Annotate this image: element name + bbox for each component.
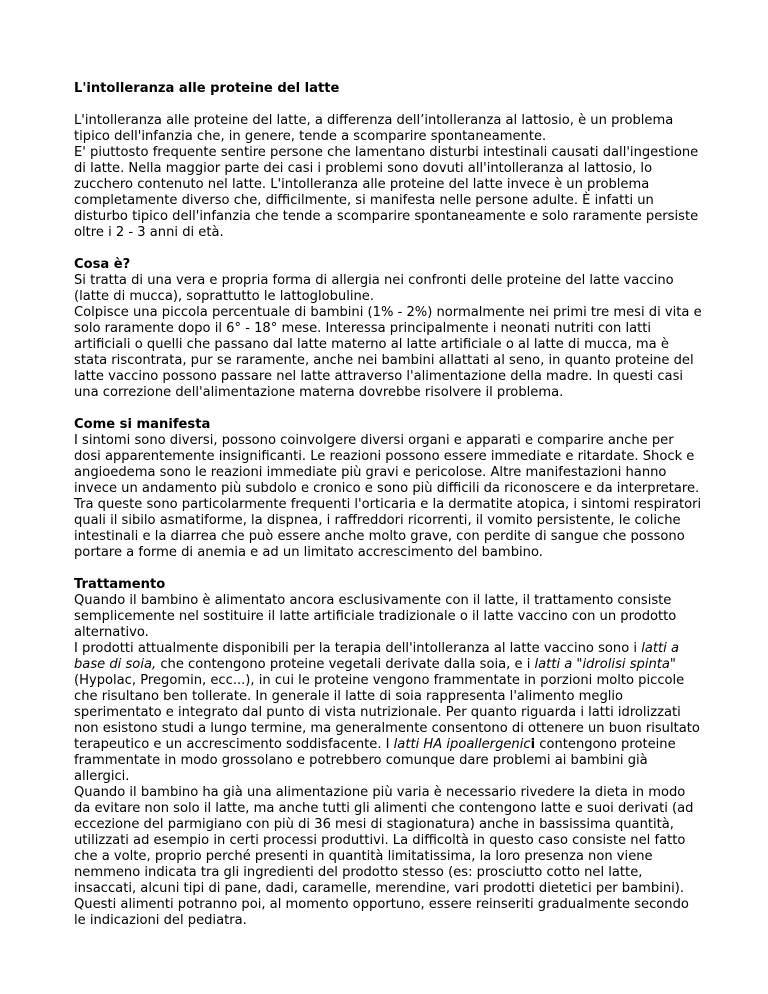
document-title: L'intolleranza alle proteine del latte [74, 81, 340, 96]
section-line: Quando il bambino è alimentato ancora esclusivamente con il latte, il trattamento consiste semplicemente nel sostituire il latte artificiale tradizionale o il latte vaccino con un prodotto alternativo. [74, 593, 677, 640]
intro-paragraph [74, 113, 702, 241]
italic-term-soia: latti a base di soia, [74, 641, 679, 672]
section-line: Colpisce una piccola percentuale di bambini (1% - 2%) normalmente nei primi tre mesi di vita e solo raramente dopo il 6° - 18° mese. Interessa principalmente i neonati nutriti con latti artificiali o quelli che passano dal latte materno al latte artificiale o al latte di mucca, ma è stata riscontrata, pur se raramente, anche nei bambini allattati al seno, in quanto proteine del latte vaccino possono passare nel latte attraverso l'alimentazione della madre. In questi casi una correzione dell'alimentazione materna dovrebbe risolvere il problema. [74, 305, 702, 400]
intro-line: L'intolleranza alle proteine del latte, a differenza dell’intolleranza al lattosio, è un problema tipico dell'infanzia che, in genere, tende a scomparire spontaneamente. [74, 113, 674, 144]
section-text: I sintomi sono diversi, possono coinvolgere diversi organi e apparati e comparire anche per dosi apparentemente insignificanti. Le reazioni possono essere immediate e ritardate. Shock e angioedema sono le reazioni immediate più gravi e pericolose. Altre manifestazioni hanno invece un andamento più subdolo e cronico e sono più difficili da riconoscere e da interpretare. Tra queste sono particolarmente frequenti l'orticaria e la dermatite atopica, i sintomi respiratori quali il sibilo asmatiforme, la dispnea, i raffreddori ricorrenti, il vomito persistente, le coliche intestinali e la diarrea che può essere anche molto grave, con perdite di sangue che possono portare a forme di anemia e ad un limitato accrescimento del bambino. [74, 433, 702, 560]
text-run: I prodotti attualmente disponibili per la terapia dell'intolleranza al latte vaccino sono i [74, 641, 642, 656]
section-trattamento [74, 577, 702, 929]
section-line [74, 641, 702, 785]
text-run: che contengono proteine vegetali derivate dalla soia, e i [156, 657, 535, 672]
section-heading: Come si manifesta [74, 417, 211, 432]
bold-letter: i [530, 737, 536, 752]
section-line: Si tratta di una vera e propria forma di allergia nei confronti delle proteine del latte vaccino (latte di mucca), soprattutto le lattoglobuline. [74, 273, 674, 304]
italic-term-ha: latti HA ipoallergenic [393, 737, 531, 752]
section-heading: Cosa è? [74, 257, 131, 272]
document-page [74, 81, 702, 945]
intro-line: E' piuttosto frequente sentire persone che lamentano disturbi intestinali causati dall'ingestione di latte. Nella maggior parte dei casi i problemi sono dovuti all'intolleranza al lattosio, lo zucchero contenuto nel latte. L'intolleranza alle proteine del latte invece è un problema completamente diverso che, difficilmente, si manifesta nelle persone adulte. È infatti un disturbo tipico dell'infanzia che tende a scomparire spontaneamente e solo raramente persiste oltre i 2 - 3 anni di età. [74, 145, 699, 240]
text-run: (Hypolac, Pregomin, ecc...), in cui le proteine vengono frammentate in porzioni molto piccole che risultano ben tollerate. In generale il latte di soia rappresenta l'alimento meglio sperimentato e integrato dal punto di vista nutrizionale. Per quanto riguarda i latti idrolizzati non esistono studi a lungo termine, ma generalmente consentono di ottenere un buon risultato terapeutico e un accrescimento soddisfacente. I [74, 673, 700, 752]
text-run: contengono proteine frammentate in modo grossolano e potrebbero comunque dare problemi ai bambini già allergici. [74, 737, 676, 784]
section-come-si-manifesta [74, 417, 702, 561]
section-heading: Trattamento [74, 577, 166, 592]
italic-term-idrolisi: latti a "idrolisi spinta" [534, 657, 676, 672]
section-cosa-e [74, 257, 702, 401]
section-line: Quando il bambino ha già una alimentazione più varia è necessario rivedere la dieta in modo da evitare non solo il latte, ma anche tutti gli alimenti che contengono latte e suoi derivati (ad eccezione del parmigiano con più di 36 mesi di stagionatura) anche in bassissima quantità, utilizzati ad esempio in certi processi produttivi. La difficoltà in questo caso consiste nel fatto che a volte, proprio perché presenti in quantità limitatissima, la loro presenza non viene nemmeno indicata tra gli ingredienti del prodotto stesso (es: prosciutto cotto nel latte, insaccati, alcuni tipi di pane, dadi, caramelle, merendine, vari prodotti dietetici per bambini). Questi alimenti potranno poi, al momento opportuno, essere reinseriti gradualmente secondo le indicazioni del pediatra. [74, 785, 694, 928]
